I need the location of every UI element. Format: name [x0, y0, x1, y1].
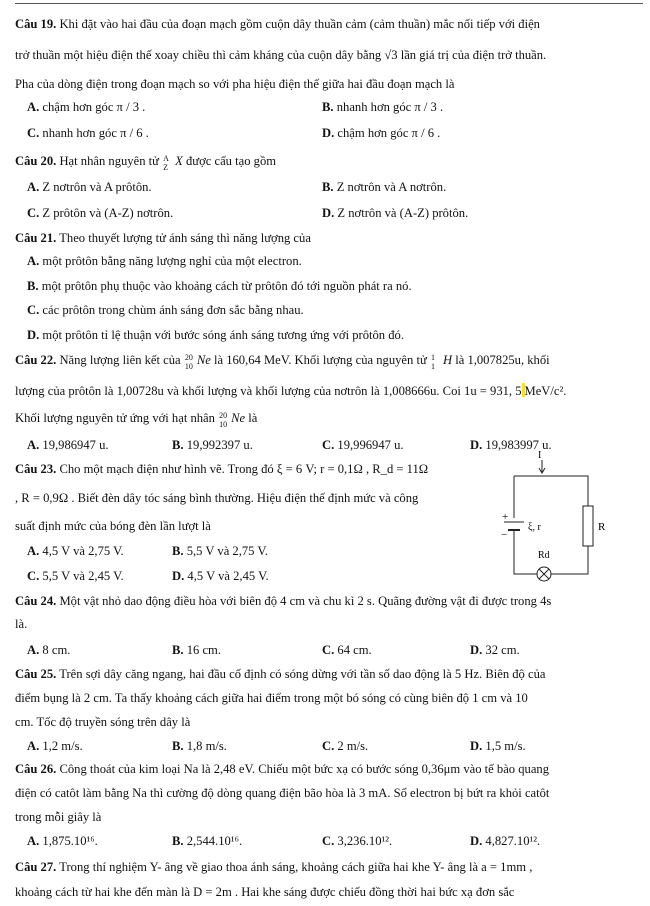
label-minus: −: [501, 529, 508, 541]
q24-option-b[interactable]: B. 16 cm.: [172, 643, 221, 657]
q21-option-a[interactable]: A. một prôtôn bằng năng lượng nghỉ của một electron.: [27, 254, 302, 268]
q27-number: Câu 27.: [15, 860, 57, 874]
q23-option-c[interactable]: C. 5,5 V và 2,45 V.: [27, 569, 124, 583]
q21-number: Câu 21.: [15, 231, 57, 245]
q23-option-b[interactable]: B. 5,5 V và 2,75 V.: [172, 544, 269, 558]
q24-line-1: Câu 24. Một vật nhỏ dao động điều hòa với biên độ 4 cm và chu kì 2 s. Quãng đường vật đi được trong 4s: [15, 594, 552, 608]
q23-option-d[interactable]: D. 4,5 V và 2,45 V.: [172, 569, 269, 583]
q26-line-2: điện có catôt làm bằng Na thì cường độ dòng quang điện bão hòa là 3 mA. Số electron bị bứt ra khỏi catôt: [15, 786, 550, 800]
q26-option-b[interactable]: B. 2,544.10¹⁶.: [172, 834, 243, 848]
q24-option-c[interactable]: C. 64 cm.: [322, 643, 372, 657]
q19-line-3: Pha của dòng điện trong đoạn mạch so với pha hiệu điện thế giữa hai đầu đoạn mạch là: [15, 77, 455, 91]
q26-line-3: trong mỗi giây là: [15, 810, 102, 824]
label-source: ξ, r: [528, 522, 541, 533]
q27-line-2: khoảng cách từ hai khe đến màn là D = 2m . Hai khe sáng được chiếu đồng thời hai bức xạ đơn sắc: [15, 885, 515, 899]
q19-option-b[interactable]: B. nhanh hơn góc π / 3 .: [322, 100, 444, 114]
q25-option-d[interactable]: D. 1,5 m/s.: [470, 739, 526, 753]
q20-option-b[interactable]: B. Z nơtrôn và A nơtrôn.: [322, 180, 447, 194]
q23-line-1: Câu 23. Cho một mạch điện như hình vẽ. Trong đó ξ = 6 V; r = 0,1Ω , R_d = 11Ω: [15, 462, 429, 476]
q21-option-c[interactable]: C. các prôtôn trong chùm ánh sáng đơn sắc bằng nhau.: [27, 303, 304, 317]
q22-option-a[interactable]: A. 19,986947 u.: [27, 438, 109, 452]
q26-option-a[interactable]: A. 1,875.10¹⁶.: [27, 834, 98, 848]
q23-line-2: , R = 0,9Ω . Biết đèn dây tóc sáng bình thường. Hiệu điện thế định mức và công: [15, 491, 419, 505]
q22-option-d[interactable]: D. 19,983997 u.: [470, 438, 552, 452]
q22-option-c[interactable]: C. 19,996947 u.: [322, 438, 404, 452]
label-rd: Rd: [538, 550, 550, 561]
q20-number: Câu 20.: [15, 154, 57, 168]
q26-number: Câu 26.: [15, 762, 57, 776]
q23-option-a[interactable]: A. 4,5 V và 2,75 V.: [27, 544, 124, 558]
q20-option-c[interactable]: C. Z prôtôn và (A-Z) nơtrôn.: [27, 206, 174, 220]
q19-option-a[interactable]: A. chậm hơn góc π / 3 .: [27, 100, 146, 114]
q25-number: Câu 25.: [15, 667, 57, 681]
wire-left-bottom: [514, 536, 537, 574]
q25-option-a[interactable]: A. 1,2 m/s.: [27, 739, 83, 753]
q22-line-1: Câu 22. Năng lượng liên kết của 20 10 Ne là 160,64 MeV. Khối lượng của nguyên tử 1 1 H là 1,007825u, khối: [15, 353, 550, 371]
q25-line-2: điểm bụng là 2 cm. Ta thấy khoảng cách giữa hai điểm trong một bó sóng có cùng biên độ 1 cm và 10: [15, 691, 528, 705]
q19-option-d[interactable]: D. chậm hơn góc π / 6 .: [322, 126, 441, 140]
q25-line-1: Câu 25. Trên sợi dây căng ngang, hai đầu cố định có sóng dừng với tần số dao động là 5 Hz. Biên độ của: [15, 667, 546, 681]
wire-right-bottom: [551, 546, 588, 574]
q22-line-3: Khối lượng nguyên tử ứng với hạt nhân 20 10 Ne là: [15, 411, 258, 429]
isotope-ne-2: 20 10: [219, 411, 228, 429]
circuit-diagram: [492, 448, 618, 588]
q23-number: Câu 23.: [15, 462, 57, 476]
sqrt-three: √3: [384, 48, 398, 62]
q19-option-c[interactable]: C. nhanh hơn góc π / 6 .: [27, 126, 149, 140]
q24-option-d[interactable]: D. 32 cm.: [470, 643, 520, 657]
q20-line-1: Câu 20. Hạt nhân nguyên tử A Z X được cấu tạo gồm: [15, 154, 277, 172]
q20-option-a[interactable]: A. Z nơtrôn và A prôtôn.: [27, 180, 152, 194]
q19-line-2: trở thuần một hiệu điện thế xoay chiều thì cảm kháng của cuộn dây bằng √3 lần giá trị của điện trở thuần.: [15, 48, 547, 62]
q22-option-b[interactable]: B. 19,992397 u.: [172, 438, 253, 452]
isotope-h: 1 1: [430, 353, 435, 371]
q25-line-3: cm. Tốc độ truyền sóng trên dây là: [15, 715, 191, 729]
q26-option-d[interactable]: D. 4,827.10¹².: [470, 834, 541, 848]
label-r: R: [598, 521, 606, 533]
isotope-x: A Z: [163, 154, 169, 172]
q24-option-a[interactable]: A. 8 cm.: [27, 643, 71, 657]
wire-top: [514, 476, 588, 506]
q26-option-c[interactable]: C. 3,236.10¹².: [322, 834, 393, 848]
resistor-r: [583, 506, 593, 546]
q25-option-b[interactable]: B. 1,8 m/s.: [172, 739, 227, 753]
q25-option-c[interactable]: C. 2 m/s.: [322, 739, 369, 753]
q24-number: Câu 24.: [15, 594, 57, 608]
q20-option-d[interactable]: D. Z nơtrôn và (A-Z) prôtôn.: [322, 206, 469, 220]
isotope-ne: 20 10: [184, 353, 193, 371]
label-current: I: [538, 450, 542, 461]
q24-line-2: là.: [15, 617, 28, 631]
q21-line-1: Câu 21. Theo thuyết lượng tử ánh sáng thì năng lượng của: [15, 231, 311, 245]
q26-line-1: Câu 26. Công thoát của kim loại Na là 2,48 eV. Chiếu một bức xạ có bước sóng 0,36μm vào tế bào quang: [15, 762, 550, 776]
q22-number: Câu 22.: [15, 353, 57, 367]
q21-option-d[interactable]: D. một prôtôn tỉ lệ thuận với bước sóng ánh sáng tương ứng với prôtôn đó.: [27, 328, 404, 342]
q23-line-3: suất định mức của bóng đèn lần lượt là: [15, 519, 211, 533]
q19-number: Câu 19.: [15, 17, 57, 31]
q27-line-1: Câu 27. Trong thí nghiệm Y- âng về giao thoa ánh sáng, khoảng cách giữa hai khe Y- âng là a = 1mm ,: [15, 860, 533, 874]
q22-line-2: lượng của prôtôn là 1,00728u và khối lượng và khối lượng của nơtrôn là 1,008666u. Coi 1u = 931, 5 MeV/c².: [15, 384, 567, 398]
q19-line-1: Câu 19. Khi đặt vào hai đầu của đoạn mạch gồm cuộn dây thuần cảm (cảm thuần) mắc nối tiếp với điện: [15, 17, 540, 31]
top-rule: [15, 3, 643, 4]
label-plus: +: [502, 511, 509, 523]
q21-option-b[interactable]: B. một prôtôn phụ thuộc vào khoảng cách từ prôtôn đó tới nguồn phát ra nó.: [27, 279, 412, 293]
